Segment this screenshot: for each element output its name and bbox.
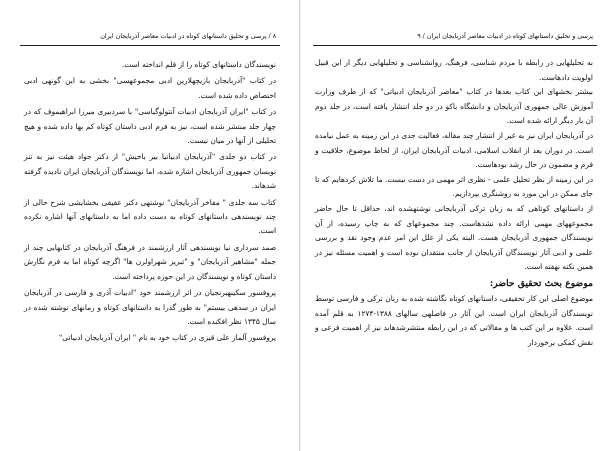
right-header-rule <box>313 45 597 46</box>
right-paragraph-3: در آذربایجان ایران نیز به غیر از انتشار چند مقاله، فعالیت جدی در این زمینه به عمل نیامده است. در دوران بعد از انقلاب اسلامی، ادبیات آذربایجان ایران، از لحاظ موضوع، خلاقیت و فرم و مضمون در حال رشد بودهاست. <box>315 130 593 170</box>
right-paragraph-5: از داستانهای کوتاهی که به زبان ترکی آذربایجانی نوشتهشده اند، حداقل تا حال حاضر مجموعههای مهمی ارائه داده نشدهاست. چند مجموعهای که به چاپ رسیده، از آن نویسندگان جمهوری آذربایجان هست. البته یکی از علل این امر عدم وجود نقد و بررسی علمی و ادبی آثار نویسندگان آذربایجان از جانب منتقدان بوده است و اهمیت مسئله نیز در همین نکته نهفته است. <box>315 203 593 272</box>
left-paragraph-5: کتاب سه جلدی " مفاخر آذربایجان" نوشتهی دکتر عقیقی بخشایشی شرح حالی از چند نویسندهی داستانهای کوتاه به دست داده اما به داستانهای آنها اشاره نکرده است. <box>24 197 276 236</box>
left-header-rule <box>20 45 280 46</box>
left-paragraph-1: نویسندگان داستانهای کوتاه را از قلم انداخته است. <box>121 60 276 69</box>
left-paragraph-7: پروفسور سکینهبرنجیان در اثر ارزشمند خود "ادبیات آذری و فارسی در آذربایجان ایران در سدهی بیستم" به طور گذرا به داستانهای کوتاه و رمانهای نوشته شده در سال ۱۳۴۵ نظر افکنده است. <box>24 288 276 326</box>
right-paragraph-6: موضوع اصلی این کار تحقیقی، داستانهای کوتاه نگاشته شده به زبان ترکی و فارسی توسط نویسندگان آذربایجان ایران است. این آثار در فاصلهی سالهای ۱۳۸۸-۱۲۷۴ به قلم آمده است. علاوه بر این کتب ها و مقالاتی که در این رابطه منتشرشدهاند نیز از اهمیت فرعی و نقش کمکی برخوردار <box>315 293 593 347</box>
section-heading: موضوع بحث تحقیق حاضر: <box>489 277 593 289</box>
left-page-running-header: ۸ / پرسی و تحلیق داستانهای کوتاه در ادبیات معاصر آذربایجان ایران <box>100 33 276 40</box>
left-paragraph-8: پروفسور آلماز علی قیزی در کتاب خود به نام " ایران آذربایجان ادبیاتی" <box>58 333 276 343</box>
left-book-page <box>0 0 300 451</box>
left-page-body <box>24 58 276 348</box>
left-paragraph-4: در کتاب دو جلدی "آذربایجان ادبیاتیا بیر باخیش" از دکتر جواد هیئت نیز به تنز نویسان جمهوری آذربایجان اشاره شده، اما نویسندگان آذربایجان ایران نادیده گرفته شدهاند. <box>24 152 276 191</box>
right-page-running-header: پرسی و تحلیق داستانهای کوتاه در ادبیات معاصر آذربایجان ایران / ۹ <box>417 33 593 40</box>
right-paragraph-4: در این زمینه از نظر تحلیل علمی - نظری اثر مهمی در دست نیست. ما تلاش کردهایم که تا جای ممکن در این مورد به روشنگری بپردازیم. <box>315 174 593 199</box>
right-paragraph-1: به تحلیلهایی در رابطه با مردم شناسی، فرهنگ، روانشناسی و تحلیلهایی دیگر از این قبیل اولویت دادهاست. <box>315 58 593 82</box>
right-page-body <box>315 56 593 350</box>
right-paragraph-2: بیشتر بخشهای این کتاب بعدها در کتاب "معاصر آذربایجان ادبیاتی" که از طرف وزارت آموزش عالی جمهوری آذربایجان و دانشگاه باکو در دو جلد انتشار یافته است، در جلد دوم آن بار دیگر ارائه شده است. <box>315 87 593 126</box>
left-paragraph-3: در کتاب "ایران آذربایجان ادبیات آنتولوگیاسی" با سردبیری میرزا ابراهیموف که در چهار جلد منتشر شده است، نیز به فرم ادبی داستان کوتاه کم بها داده شده و هیچ تحلیلی از آنها در میان نیست. <box>24 107 276 146</box>
left-paragraph-2: در کتاب "آذربایجان بازیچهلارین ادبی مجموعهسی" بخشی به این گونهی ادبی اختصاص داده شده است. <box>24 76 276 100</box>
right-book-page <box>301 0 611 451</box>
left-paragraph-6: صمد سرداری نیا نویسندهی آثار ارزشمند در فرهنگ آذربایجان در کتابهایی چند از جمله "مشاهیر آذربایجان" و "تبریز شهراولرن ها" اگرچه کوتاه اما به فرم نگارش داستان کوتاه و نویسندگان در این حوزه پرداخته است. <box>24 242 276 281</box>
